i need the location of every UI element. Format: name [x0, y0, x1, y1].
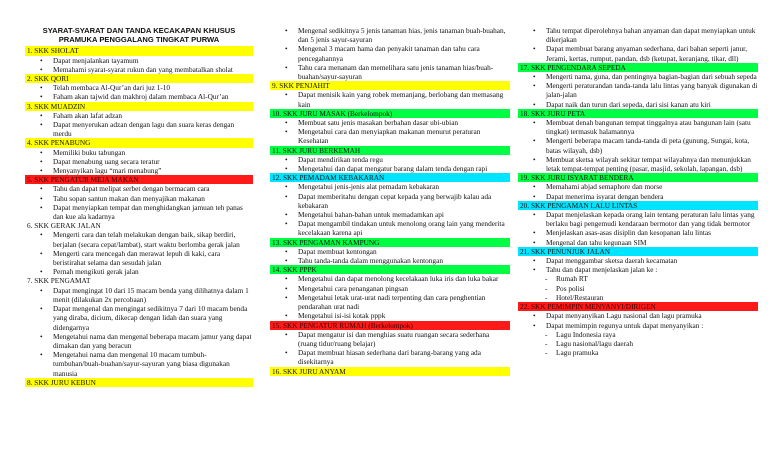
list-item: • Tahu cara menanam dan memelihara satu jenis tanaman hias/buah-buahan/sayur-sayuran: [298, 63, 510, 81]
section-heading: 12. SKK PEMADAM KEBAKARAN: [270, 173, 510, 182]
list-item: • Mengenal 3 macam hama dan penyakit tanaman dan tahu cara pencegahannya: [298, 44, 510, 62]
list-item: • Dapat menabung uang secara teratur: [53, 157, 253, 166]
list-item: • Membuat sketsa wilayah sekitar tempat wilayahnya dan menunjukkan letak tempat-tempat penting (pasar, masjid, sekolah, lapangan, dsb): [546, 155, 758, 173]
list-item: • Tahu tempat diperolehnya bahan anyaman dan dapat menyiapkan untuk dikerjakan: [546, 26, 758, 44]
section-list: [518, 118, 758, 173]
section-heading: 21. SKK PENUNJUK JALAN: [518, 247, 758, 256]
section-list: [270, 26, 510, 81]
section-list: [270, 274, 510, 320]
section-heading: 9. SKK PENJAHIT: [270, 81, 510, 90]
list-item: • Mengetahui dan dapat mengatur barang dalam tenda dengan rapi: [298, 164, 510, 173]
list-item: • Mengerti beberapa macam tanda-tanda di peta (gunung, Sungai, kota, batas wilayah, dsb): [546, 136, 758, 154]
sub-list: [518, 330, 758, 358]
section-list: [270, 182, 510, 237]
list-item: • Dapat memimpin regunya untuk dapat menyanyikan :: [546, 321, 758, 330]
section-list: [270, 90, 510, 108]
list-item: • Tahu dan dapat menjelaskan jalan ke :: [546, 265, 758, 274]
section-list: [270, 330, 510, 367]
list-item: • Dapat mengingat 10 dari 15 macam benda yang dilihatnya dalam 1 menit (dilakukan 2x percobaan): [53, 286, 253, 304]
list-item: • Dapat mengambil tindakan untuk menolong orang lain yang menderita kecelakaan karena api: [298, 219, 510, 237]
section-heading: 6. SKK GERAK JALAN: [27, 221, 101, 231]
section-list: [25, 184, 253, 221]
list-item: • Mengetahui dan dapat menolong kecelakaan luka iris dan luka bakar: [298, 274, 510, 283]
list-item: • Dapat menjalankan tayamum: [53, 56, 253, 65]
section-heading: 16. SKK JURU ANYAM: [270, 367, 510, 376]
section-heading: 22. SKK PEMIMPIN MENYANYI/DIRIGEN: [518, 302, 758, 311]
list-item: • Dapat mengatur isi dan menghias suatu ruangan secara sederhana (ruang tidur/ruang belajar): [298, 330, 510, 348]
list-item: • Mengerti nama, guna, dan pentingnya bagian-bagian dari sebuah sepeda: [546, 72, 758, 81]
list-item: • Dapat menisik kain yang robek memanjang, berlobang dan memasang kain: [298, 90, 510, 108]
section-heading: 5. SKK PENGATUR MEJA MAKAN: [25, 175, 253, 184]
list-item: • Telah membaca Al-Qur’an dari juz 1-10: [53, 83, 253, 92]
section-heading: 18. SKK JURU PETA: [518, 109, 758, 118]
column-1: [25, 26, 253, 387]
list-item: • Dapat menyanyikan Lagu nasional dan lagu pramuka: [546, 311, 758, 320]
sub-list-item: - Hotel/Restauran: [556, 293, 758, 302]
sub-list-item: - Lagu pramuka: [556, 348, 758, 357]
section-heading: 11. SKK JURU BERKEMAH: [270, 146, 510, 155]
list-item: • Mengenal dan tahu kegunaan SIM: [546, 238, 758, 247]
list-item: • Faham akan tajwid dan makhroj dalam membaca Al-Qur’an: [53, 92, 253, 101]
list-item: • Dapat mendirikan tenda regu: [298, 155, 510, 164]
section-heading: 4. SKK PENABUNG: [25, 138, 253, 147]
section-heading: 13. SKK PENGAMAN KAMPUNG: [270, 238, 510, 247]
list-item: • Mengetahui bahan-bahan untuk memadamkan api: [298, 210, 510, 219]
list-item: • Dapat menjelaskan kepada orang lain tentang peraturan lalu lintas yang berlaku bagi pengemudi kendaraan bermotor dan yang tidak bermotor: [546, 210, 758, 228]
section-heading: 14. SKK PPPK: [270, 265, 510, 274]
section-list: [518, 210, 758, 247]
list-item: • Mengetahui cara dan menyiapkan makanan menurut peraturan Kesehatan: [298, 127, 510, 145]
section-list: [518, 256, 758, 274]
section-list: [270, 247, 510, 265]
section-list: [518, 182, 758, 200]
section-list: [25, 83, 253, 101]
sub-list: [518, 274, 758, 302]
list-item: • Dapat menggambar sketsa daerah kecamatan: [546, 256, 758, 265]
section-heading: 20. SKK PENGAMAN LALU LINTAS: [518, 201, 758, 210]
list-item: • Memahami abjad semaphore dan morse: [546, 182, 758, 191]
list-item: • Mengetahui nama dan mengenal 10 macam tumbuh-tumbuhan/buah-buahan/sayur-sayuran yang biasa digunakan manusia: [53, 350, 253, 378]
list-item: • Menjelaskan asas-asas disiplin dan kesopanan lalu lintas: [546, 228, 758, 237]
list-item: • Mengerti cara dan telah melakukan dengan baik, sikap berdiri, berjalan (secara cepat/lambat), start waktu berlomba gerak jalan: [53, 230, 253, 248]
section-list: [518, 72, 758, 109]
list-item: • Dapat menyiapkan tempat dan menghidangkan jamuan teh panas dan kue ala kadarnya: [53, 203, 253, 221]
list-item: • Mengenal sedikitnya 5 jenis tanaman hias, jenis tanaman buah-buahan, dan 5 jenis sayur-sayuran: [298, 26, 510, 44]
list-item: • Tahu dan dapat melipat serbet dengan bermacam cara: [53, 184, 253, 193]
section-heading: 1. SKK SHOLAT: [25, 46, 253, 55]
list-item: • Mengetahui nama dan mengenal beberapa macam jamur yang dapat dimakan dan yang beracun: [53, 332, 253, 350]
section-list: [270, 155, 510, 173]
section-heading: 8. SKK JURU KEBUN: [25, 378, 253, 387]
list-item: • Mengetahui letak urat-urat nadi terpenting dan cara penghentian pendarahan urat nadi: [298, 293, 510, 311]
section-heading: 15. SKK PENGATUR RUMAH (Berkelompok): [270, 321, 510, 330]
section-heading: 3. SKK MUADZIN: [25, 102, 253, 111]
list-item: • Dapat naik dan turun dari sepeda, dari sisi kanan atu kiri: [546, 100, 758, 109]
column-3: [518, 26, 758, 357]
list-item: • Dapat memberitahu dengan cepat kepada yang berwajib kalau ada kebakaran: [298, 192, 510, 210]
list-item: • Menyanyikan lagu “mari menabung”: [53, 166, 253, 175]
section-heading: 7. SKK PENGAMAT: [27, 276, 91, 286]
list-item: • Pernah mengikuti gerak jalan: [53, 267, 253, 276]
list-item: • Dapat menerima isyarat dengan bendera: [546, 192, 758, 201]
list-item: • Dapat mengenal dan mengingat sedikitnya 7 dari 10 macam benda yang diraba, dicium, dikecap dengan lidah dan suara yang didengarnya: [53, 304, 253, 332]
list-item: • Faham akan lafat adzan: [53, 111, 253, 120]
section-heading: 17. SKK PENGENDARA SEPEDA: [518, 63, 758, 72]
column-2: [270, 26, 510, 376]
list-item: • Membuat denah bangunan tempat tinggalnya atau bangunan lain (satu tingkat) termasuk halamannya: [546, 118, 758, 136]
sub-list-item: - Rumah RT: [556, 274, 758, 283]
sub-list-item: - Lagu Indonesia raya: [556, 330, 758, 339]
section-list: [518, 311, 758, 329]
section-heading: 10. SKK JURU MASAK (Berkelompok): [270, 109, 510, 118]
sub-list-item: - Lagu nasional/lagu daerah: [556, 339, 758, 348]
list-item: • Mengerti peraturandan tanda-tanda lalu lintas yang banyak digunakan di jalan-jalan: [546, 81, 758, 99]
list-item: • Dapat membuat barang anyaman sederhana, dari bahan seperti janur, Jerami, kertas, rumput, pandan, dsb (ketupat, keranjang, tikar, dll): [546, 44, 758, 62]
section-list: [518, 26, 758, 63]
section-list: [25, 111, 253, 139]
list-item: • Mengetahui jenis-jenis alat pemadam kebakaran: [298, 182, 510, 191]
section-list: [270, 118, 510, 146]
section-list: [25, 286, 253, 378]
list-item: • Mengetahui isi-isi kotak pppk: [298, 311, 510, 320]
list-item: • Tahu sopan santun makan dan menyajikan makanan: [53, 194, 253, 203]
section-heading: 2. SKK QORI: [25, 74, 253, 83]
list-item: • Dapat membuat hiasan sederhana dari barang-barang yang ada disekitarnya: [298, 348, 510, 366]
list-item: • Tahu tanda-tanda dalam menggunakan kentongan: [298, 256, 510, 265]
list-item: • Dapat membuat kentongan: [298, 247, 510, 256]
section-list: [25, 230, 253, 276]
list-item: • Dapat menyerukan adzan dengan lagu dan suara keras dengan merdu: [53, 120, 253, 138]
list-item: • Mengerti cara mencegah dan merawat lepuh di kaki, cara beristirahat selama dan sesudah jalan: [53, 249, 253, 267]
section-list: [25, 56, 253, 74]
section-heading: 19. SKK JURU ISYARAT BENDERA: [518, 173, 758, 182]
list-item: • Mengetahui cara penanganan pingsan: [298, 284, 510, 293]
list-item: • Memiliki buku tabungan: [53, 148, 253, 157]
list-item: • Memahami syarat-syarat rukun dan yang membatalkan sholat: [53, 65, 253, 74]
section-list: [25, 148, 253, 176]
document-title: SYARAT-SYARAT DAN TANDA KECAKAPAN KHUSUS PRAMUKA PENGGALANG TINGKAT PURWA: [42, 26, 236, 45]
sub-list-item: - Pos polisi: [556, 284, 758, 293]
list-item: • Membuat satu jenis masakan berbahan dasar ubi-ubian: [298, 118, 510, 127]
